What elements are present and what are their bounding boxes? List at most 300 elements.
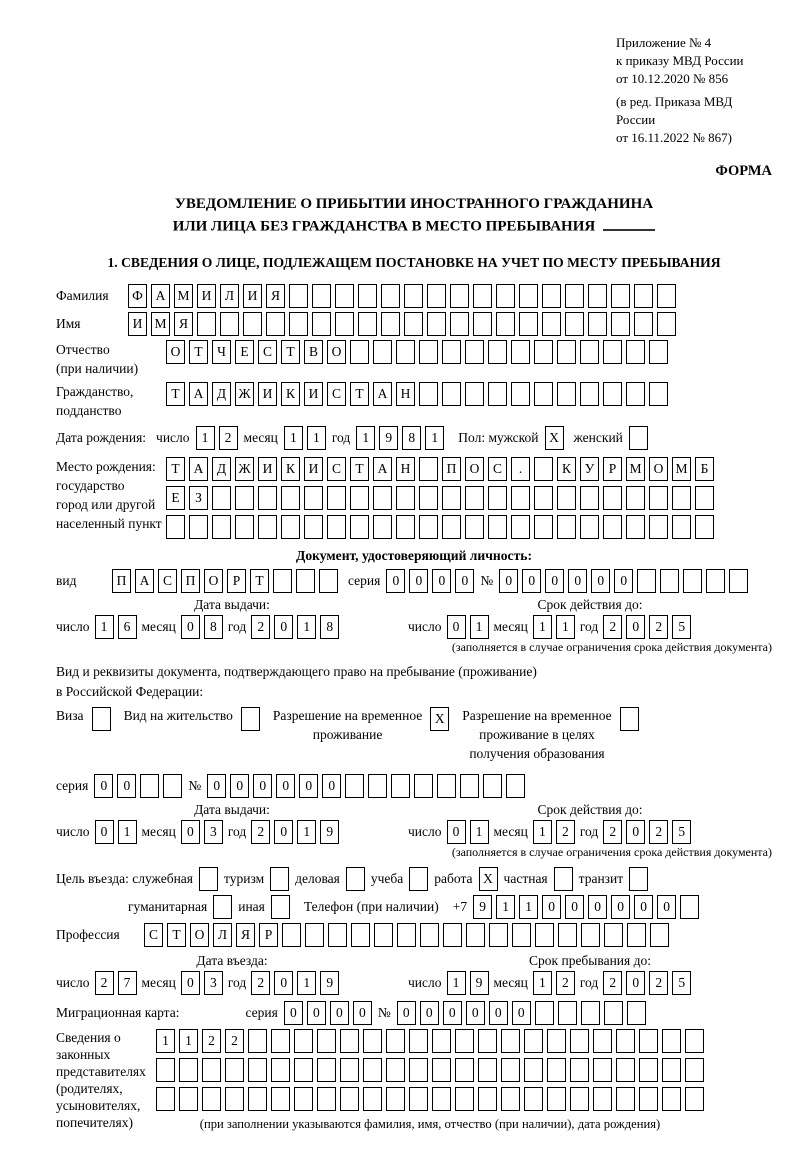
char-box[interactable]: 1 [118, 820, 137, 844]
char-box[interactable] [547, 1029, 566, 1053]
char-box[interactable]: П [442, 457, 461, 481]
char-box[interactable]: М [151, 312, 170, 336]
char-box[interactable]: 1 [307, 426, 326, 450]
char-box[interactable] [312, 312, 331, 336]
char-box[interactable] [409, 1087, 428, 1111]
char-box[interactable] [639, 1029, 658, 1053]
char-box[interactable]: С [488, 457, 507, 481]
char-box[interactable] [202, 1058, 221, 1082]
char-box[interactable]: 2 [202, 1029, 221, 1053]
char-box[interactable] [547, 1058, 566, 1082]
char-box[interactable]: 2 [603, 971, 622, 995]
char-box[interactable] [317, 1058, 336, 1082]
char-box[interactable] [391, 774, 410, 798]
char-box[interactable] [558, 1001, 577, 1025]
char-box[interactable] [363, 1029, 382, 1053]
char-box[interactable] [657, 284, 676, 308]
char-box[interactable]: Б [695, 457, 714, 481]
char-box[interactable] [258, 515, 277, 539]
study-checkbox[interactable] [409, 867, 428, 891]
rvp-checkbox[interactable]: X [430, 707, 449, 731]
char-box[interactable]: 0 [626, 820, 645, 844]
char-box[interactable] [419, 515, 438, 539]
char-box[interactable]: 0 [253, 774, 272, 798]
char-box[interactable]: Н [396, 457, 415, 481]
char-box[interactable] [420, 923, 439, 947]
char-box[interactable] [465, 515, 484, 539]
char-box[interactable] [616, 1029, 635, 1053]
char-box[interactable]: И [258, 382, 277, 406]
char-box[interactable]: С [258, 340, 277, 364]
char-box[interactable] [639, 1058, 658, 1082]
business-checkbox[interactable] [346, 867, 365, 891]
char-box[interactable] [235, 486, 254, 510]
char-box[interactable] [396, 340, 415, 364]
char-box[interactable] [294, 1087, 313, 1111]
char-box[interactable] [156, 1087, 175, 1111]
char-box[interactable]: Н [396, 382, 415, 406]
char-box[interactable]: Я [266, 284, 285, 308]
char-box[interactable]: 0 [230, 774, 249, 798]
char-box[interactable]: 0 [657, 895, 676, 919]
char-box[interactable]: И [128, 312, 147, 336]
char-box[interactable] [273, 569, 292, 593]
char-box[interactable] [729, 569, 748, 593]
char-box[interactable] [649, 515, 668, 539]
char-box[interactable]: 0 [409, 569, 428, 593]
char-box[interactable] [627, 923, 646, 947]
char-box[interactable]: 2 [95, 971, 114, 995]
char-box[interactable] [373, 486, 392, 510]
char-box[interactable]: 1 [519, 895, 538, 919]
char-box[interactable] [340, 1058, 359, 1082]
char-box[interactable]: 2 [251, 971, 270, 995]
char-box[interactable]: 1 [533, 615, 552, 639]
char-box[interactable]: 0 [626, 615, 645, 639]
char-box[interactable]: Д [212, 382, 231, 406]
char-box[interactable] [266, 312, 285, 336]
char-box[interactable] [627, 1001, 646, 1025]
char-box[interactable] [685, 1087, 704, 1111]
char-box[interactable] [294, 1058, 313, 1082]
char-box[interactable] [220, 312, 239, 336]
char-box[interactable]: 2 [219, 426, 238, 450]
char-box[interactable] [496, 312, 515, 336]
char-box[interactable] [672, 515, 691, 539]
char-box[interactable]: 0 [181, 615, 200, 639]
char-box[interactable] [304, 515, 323, 539]
work-checkbox[interactable]: X [479, 867, 498, 891]
char-box[interactable]: И [304, 457, 323, 481]
char-box[interactable]: И [258, 457, 277, 481]
char-box[interactable]: Т [281, 340, 300, 364]
char-box[interactable] [685, 1058, 704, 1082]
char-box[interactable]: Е [235, 340, 254, 364]
char-box[interactable] [282, 923, 301, 947]
char-box[interactable] [649, 340, 668, 364]
humanitarian-checkbox[interactable] [213, 895, 232, 919]
char-box[interactable] [340, 1087, 359, 1111]
char-box[interactable] [381, 312, 400, 336]
char-box[interactable] [317, 1087, 336, 1111]
char-box[interactable]: Я [236, 923, 255, 947]
char-box[interactable]: 8 [204, 615, 223, 639]
char-box[interactable] [455, 1087, 474, 1111]
char-box[interactable]: О [649, 457, 668, 481]
char-box[interactable]: 0 [611, 895, 630, 919]
char-box[interactable]: 2 [225, 1029, 244, 1053]
char-box[interactable] [534, 515, 553, 539]
char-box[interactable]: 0 [386, 569, 405, 593]
char-box[interactable] [524, 1087, 543, 1111]
char-box[interactable] [419, 382, 438, 406]
char-box[interactable] [506, 774, 525, 798]
char-box[interactable]: 0 [591, 569, 610, 593]
char-box[interactable] [524, 1058, 543, 1082]
char-box[interactable]: 0 [447, 615, 466, 639]
char-box[interactable]: М [626, 457, 645, 481]
char-box[interactable]: 5 [672, 820, 691, 844]
char-box[interactable] [202, 1087, 221, 1111]
char-box[interactable]: 1 [196, 426, 215, 450]
char-box[interactable]: П [181, 569, 200, 593]
char-box[interactable] [419, 486, 438, 510]
char-box[interactable] [432, 1087, 451, 1111]
char-box[interactable]: Л [220, 284, 239, 308]
char-box[interactable] [368, 774, 387, 798]
char-box[interactable]: 1 [284, 426, 303, 450]
char-box[interactable] [570, 1058, 589, 1082]
char-box[interactable] [519, 284, 538, 308]
char-box[interactable]: И [304, 382, 323, 406]
char-box[interactable] [374, 923, 393, 947]
char-box[interactable]: 0 [634, 895, 653, 919]
char-box[interactable]: У [580, 457, 599, 481]
char-box[interactable]: О [465, 457, 484, 481]
char-box[interactable] [460, 774, 479, 798]
char-box[interactable]: О [204, 569, 223, 593]
tourism-checkbox[interactable] [270, 867, 289, 891]
char-box[interactable] [634, 284, 653, 308]
char-box[interactable] [296, 569, 315, 593]
char-box[interactable] [248, 1087, 267, 1111]
char-box[interactable] [396, 515, 415, 539]
char-box[interactable] [248, 1058, 267, 1082]
char-box[interactable] [478, 1087, 497, 1111]
char-box[interactable] [570, 1029, 589, 1053]
char-box[interactable]: 0 [299, 774, 318, 798]
char-box[interactable]: Л [213, 923, 232, 947]
char-box[interactable]: М [174, 284, 193, 308]
char-box[interactable] [611, 284, 630, 308]
char-box[interactable] [437, 774, 456, 798]
char-box[interactable] [534, 486, 553, 510]
char-box[interactable] [695, 486, 714, 510]
char-box[interactable]: 0 [614, 569, 633, 593]
char-box[interactable]: 0 [274, 615, 293, 639]
char-box[interactable] [427, 284, 446, 308]
char-box[interactable]: 2 [556, 820, 575, 844]
char-box[interactable]: 1 [297, 615, 316, 639]
char-box[interactable]: 1 [356, 426, 375, 450]
char-box[interactable] [350, 340, 369, 364]
char-box[interactable] [639, 1087, 658, 1111]
char-box[interactable]: Т [350, 382, 369, 406]
char-box[interactable] [156, 1058, 175, 1082]
char-box[interactable]: 0 [432, 569, 451, 593]
char-box[interactable] [197, 312, 216, 336]
char-box[interactable] [535, 923, 554, 947]
char-box[interactable] [473, 312, 492, 336]
char-box[interactable] [442, 340, 461, 364]
char-box[interactable]: 0 [512, 1001, 531, 1025]
char-box[interactable] [350, 486, 369, 510]
char-box[interactable]: 0 [466, 1001, 485, 1025]
char-box[interactable] [603, 340, 622, 364]
char-box[interactable]: 0 [284, 1001, 303, 1025]
char-box[interactable] [271, 1087, 290, 1111]
char-box[interactable] [626, 515, 645, 539]
char-box[interactable]: 1 [470, 615, 489, 639]
char-box[interactable]: И [197, 284, 216, 308]
char-box[interactable]: 0 [330, 1001, 349, 1025]
char-box[interactable] [604, 923, 623, 947]
char-box[interactable] [386, 1058, 405, 1082]
char-box[interactable]: Т [166, 382, 185, 406]
char-box[interactable] [501, 1029, 520, 1053]
char-box[interactable] [650, 923, 669, 947]
char-box[interactable] [626, 486, 645, 510]
char-box[interactable]: П [112, 569, 131, 593]
char-box[interactable] [419, 340, 438, 364]
char-box[interactable] [593, 1029, 612, 1053]
char-box[interactable]: 0 [274, 971, 293, 995]
char-box[interactable] [225, 1087, 244, 1111]
char-box[interactable] [345, 774, 364, 798]
male-checkbox[interactable]: X [545, 426, 564, 450]
char-box[interactable]: 8 [320, 615, 339, 639]
char-box[interactable]: А [189, 382, 208, 406]
char-box[interactable] [557, 486, 576, 510]
char-box[interactable]: 0 [568, 569, 587, 593]
char-box[interactable]: 0 [274, 820, 293, 844]
char-box[interactable]: 1 [496, 895, 515, 919]
char-box[interactable] [672, 486, 691, 510]
char-box[interactable] [685, 1029, 704, 1053]
char-box[interactable] [649, 486, 668, 510]
char-box[interactable]: 1 [95, 615, 114, 639]
vnj-checkbox[interactable] [241, 707, 260, 731]
char-box[interactable] [603, 515, 622, 539]
char-box[interactable] [580, 515, 599, 539]
char-box[interactable] [535, 1001, 554, 1025]
char-box[interactable] [432, 1058, 451, 1082]
char-box[interactable] [409, 1029, 428, 1053]
char-box[interactable] [581, 1001, 600, 1025]
char-box[interactable] [626, 382, 645, 406]
char-box[interactable]: 1 [533, 971, 552, 995]
char-box[interactable]: Е [166, 486, 185, 510]
char-box[interactable] [442, 486, 461, 510]
char-box[interactable] [248, 1029, 267, 1053]
char-box[interactable] [450, 312, 469, 336]
char-box[interactable] [511, 515, 530, 539]
char-box[interactable]: С [144, 923, 163, 947]
char-box[interactable]: А [189, 457, 208, 481]
char-box[interactable] [512, 923, 531, 947]
char-box[interactable] [281, 486, 300, 510]
char-box[interactable]: Ж [235, 457, 254, 481]
char-box[interactable] [419, 457, 438, 481]
char-box[interactable]: К [281, 382, 300, 406]
char-box[interactable]: 9 [320, 820, 339, 844]
char-box[interactable]: А [135, 569, 154, 593]
char-box[interactable] [179, 1087, 198, 1111]
char-box[interactable] [212, 515, 231, 539]
char-box[interactable] [570, 1087, 589, 1111]
char-box[interactable]: 8 [402, 426, 421, 450]
char-box[interactable]: 1 [447, 971, 466, 995]
char-box[interactable]: 9 [473, 895, 492, 919]
char-box[interactable]: . [511, 457, 530, 481]
char-box[interactable]: 1 [297, 820, 316, 844]
char-box[interactable]: 2 [251, 615, 270, 639]
char-box[interactable]: 1 [470, 820, 489, 844]
char-box[interactable] [706, 569, 725, 593]
char-box[interactable] [450, 284, 469, 308]
char-box[interactable]: 2 [603, 615, 622, 639]
char-box[interactable]: 0 [489, 1001, 508, 1025]
private-checkbox[interactable] [554, 867, 573, 891]
char-box[interactable]: Т [167, 923, 186, 947]
char-box[interactable] [488, 382, 507, 406]
char-box[interactable]: 0 [542, 895, 561, 919]
char-box[interactable]: 9 [320, 971, 339, 995]
char-box[interactable] [140, 774, 159, 798]
char-box[interactable] [289, 312, 308, 336]
char-box[interactable]: Ч [212, 340, 231, 364]
char-box[interactable] [305, 923, 324, 947]
char-box[interactable] [557, 515, 576, 539]
char-box[interactable]: 5 [672, 971, 691, 995]
char-box[interactable]: О [327, 340, 346, 364]
char-box[interactable]: 9 [470, 971, 489, 995]
char-box[interactable]: Т [189, 340, 208, 364]
char-box[interactable] [189, 515, 208, 539]
char-box[interactable] [558, 923, 577, 947]
char-box[interactable]: Р [227, 569, 246, 593]
char-box[interactable]: 2 [649, 615, 668, 639]
char-box[interactable]: 1 [179, 1029, 198, 1053]
char-box[interactable]: 0 [565, 895, 584, 919]
char-box[interactable] [312, 284, 331, 308]
char-box[interactable]: 0 [443, 1001, 462, 1025]
char-box[interactable]: Я [174, 312, 193, 336]
char-box[interactable] [335, 312, 354, 336]
char-box[interactable] [373, 515, 392, 539]
char-box[interactable]: И [243, 284, 262, 308]
char-box[interactable]: 5 [672, 615, 691, 639]
official-checkbox[interactable] [199, 867, 218, 891]
char-box[interactable] [358, 312, 377, 336]
char-box[interactable] [626, 340, 645, 364]
char-box[interactable] [465, 382, 484, 406]
char-box[interactable]: 0 [420, 1001, 439, 1025]
char-box[interactable]: 1 [156, 1029, 175, 1053]
char-box[interactable]: О [190, 923, 209, 947]
char-box[interactable] [443, 923, 462, 947]
char-box[interactable] [534, 382, 553, 406]
char-box[interactable]: З [189, 486, 208, 510]
char-box[interactable]: 2 [603, 820, 622, 844]
char-box[interactable]: 0 [499, 569, 518, 593]
char-box[interactable]: Р [259, 923, 278, 947]
transit-checkbox[interactable] [629, 867, 648, 891]
char-box[interactable]: 7 [118, 971, 137, 995]
char-box[interactable]: 0 [455, 569, 474, 593]
char-box[interactable] [488, 515, 507, 539]
char-box[interactable] [511, 382, 530, 406]
char-box[interactable] [637, 569, 656, 593]
char-box[interactable] [660, 569, 679, 593]
char-box[interactable]: Т [166, 457, 185, 481]
other-checkbox[interactable] [271, 895, 290, 919]
char-box[interactable] [319, 569, 338, 593]
char-box[interactable] [328, 923, 347, 947]
char-box[interactable] [404, 284, 423, 308]
char-box[interactable]: Ф [128, 284, 147, 308]
char-box[interactable] [427, 312, 446, 336]
char-box[interactable] [588, 312, 607, 336]
char-box[interactable] [465, 340, 484, 364]
char-box[interactable] [616, 1087, 635, 1111]
char-box[interactable] [478, 1029, 497, 1053]
char-box[interactable] [662, 1087, 681, 1111]
char-box[interactable] [351, 923, 370, 947]
char-box[interactable]: 6 [118, 615, 137, 639]
char-box[interactable] [335, 284, 354, 308]
char-box[interactable] [396, 486, 415, 510]
char-box[interactable] [179, 1058, 198, 1082]
char-box[interactable] [397, 923, 416, 947]
char-box[interactable] [432, 1029, 451, 1053]
char-box[interactable] [317, 1029, 336, 1053]
char-box[interactable] [580, 340, 599, 364]
char-box[interactable]: С [327, 457, 346, 481]
char-box[interactable]: С [158, 569, 177, 593]
char-box[interactable] [386, 1087, 405, 1111]
char-box[interactable] [649, 382, 668, 406]
char-box[interactable]: В [304, 340, 323, 364]
char-box[interactable] [465, 486, 484, 510]
char-box[interactable]: О [166, 340, 185, 364]
char-box[interactable]: 0 [447, 820, 466, 844]
char-box[interactable] [327, 486, 346, 510]
char-box[interactable] [581, 923, 600, 947]
char-box[interactable]: 0 [276, 774, 295, 798]
char-box[interactable] [373, 340, 392, 364]
char-box[interactable]: М [672, 457, 691, 481]
char-box[interactable]: 0 [95, 820, 114, 844]
char-box[interactable] [281, 515, 300, 539]
char-box[interactable] [358, 284, 377, 308]
char-box[interactable]: 0 [626, 971, 645, 995]
char-box[interactable] [611, 312, 630, 336]
char-box[interactable] [519, 312, 538, 336]
char-box[interactable]: 3 [204, 971, 223, 995]
char-box[interactable] [580, 382, 599, 406]
char-box[interactable]: 1 [297, 971, 316, 995]
